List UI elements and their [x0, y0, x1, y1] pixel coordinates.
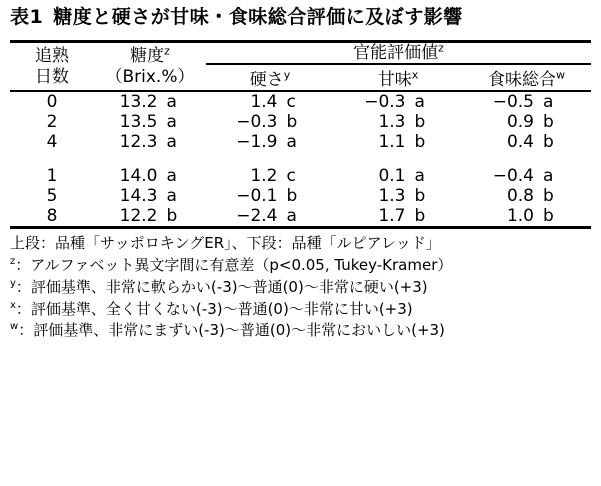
table-number-label: 表1: [10, 6, 44, 28]
footnote-text: ：評価基準、全く甘くない(-3)～普通(0)～非常に甘い(+3): [15, 299, 413, 318]
cell-sweetness: 1.3 b: [378, 186, 426, 207]
footnote-y: [10, 277, 591, 299]
footnote-sup: y: [10, 277, 16, 289]
header-brix-line2: （Brix.%）: [105, 66, 195, 87]
results-table: [10, 40, 591, 230]
cell-brix: 14.0 a: [119, 166, 177, 187]
cell-days: 1: [46, 166, 58, 187]
table-footnotes: [10, 233, 591, 342]
footnote-sup: w: [10, 321, 19, 333]
cell-hardness: −0.3 b: [236, 112, 298, 133]
footnote-cultivars: [10, 233, 591, 255]
cell-hardness: 1.4 c: [206, 91, 334, 112]
footnote-z: [10, 255, 591, 277]
footnote-w: [10, 320, 591, 342]
cell-sweetness: 0.1 a: [378, 166, 425, 187]
header-sensory-group-text: 官能評価値: [353, 42, 439, 63]
cell-days: 5: [46, 186, 58, 207]
footnote-sup: z: [10, 256, 16, 268]
footnote-sup: x: [10, 299, 16, 311]
cell-overall: −0.5 a: [462, 91, 591, 112]
cell-sweetness: 1.1 b: [378, 132, 426, 153]
cell-days: 4: [46, 132, 58, 153]
header-sensory-group-sup: z: [438, 41, 444, 55]
header-hardness: 硬さ$^y$: [249, 68, 291, 91]
cell-hardness: −2.4 a: [236, 206, 297, 227]
cell-overall: 0.8 b: [506, 186, 554, 207]
header-brix: [94, 41, 206, 91]
header-sweetness: 甘味$^x$: [377, 68, 419, 91]
cell-brix: 12.3 a: [119, 132, 177, 153]
cell-hardness: −0.1 b: [236, 186, 298, 207]
header-ripening-days: [10, 41, 94, 91]
table-caption: [10, 6, 591, 30]
footnote-x: [10, 299, 591, 321]
cell-brix: 13.5 a: [119, 112, 177, 133]
cell-brix: 13.2 a: [94, 91, 206, 112]
footnote-text: ：評価基準、非常にまずい(-3)～普通(0)～非常においしい(+3): [18, 321, 445, 340]
cell-days: 0: [10, 91, 94, 112]
table-row: [10, 112, 591, 132]
cell-sweetness: −0.3 a: [334, 91, 462, 112]
header-sweetness-sup: x: [411, 68, 419, 82]
cell-overall: −0.4 a: [492, 166, 554, 187]
table-row: [10, 166, 591, 186]
cell-brix: 12.2 b: [119, 206, 178, 227]
footnote-text: 上段：品種「サッポロキングER」、下段：品種「ルピアレッド」: [10, 234, 441, 253]
table-title-text: 糖度と硬さが甘味・食味総合評価に及ぼす影響: [53, 6, 463, 28]
cell-overall: 0.4 b: [506, 132, 554, 153]
header-brix-line1: 糖度$^z$: [130, 44, 170, 66]
cell-brix: 14.3 a: [119, 186, 177, 207]
cell-days: 2: [46, 112, 58, 133]
table-bottom-rule: [10, 228, 591, 230]
header-overall-sup: w: [556, 68, 565, 82]
cell-sweetness: 1.3 b: [378, 112, 426, 133]
header-ripening-days-line2: 日数: [35, 66, 69, 87]
header-hardness-sup: y: [283, 68, 291, 82]
cell-hardness: 1.2 c: [250, 166, 296, 187]
table-row: [10, 91, 591, 112]
table-row: [10, 132, 591, 152]
table-header-row-1: [10, 41, 591, 64]
header-overall: 食味総合$^w$: [488, 68, 565, 91]
header-sensory-group: [206, 41, 591, 64]
cell-sweetness: 1.7 b: [378, 206, 426, 227]
table-row: [10, 206, 591, 228]
header-brix-sup: z: [164, 44, 170, 58]
cell-days: 8: [46, 206, 58, 227]
header-ripening-days-line1: 追熟: [35, 45, 69, 66]
footnote-text: ：アルファベット異文字間に有意差（p<0.05, Tukey-Kramer）: [15, 256, 453, 275]
cell-overall: 1.0 b: [506, 206, 554, 227]
group-spacer-row: [10, 152, 591, 166]
table-row: [10, 186, 591, 206]
cell-overall: 0.9 b: [506, 112, 554, 133]
footnote-text: ：評価基準、非常に軟らかい(-3)～普通(0)～非常に硬い(+3): [15, 277, 428, 296]
cell-hardness: −1.9 a: [236, 132, 297, 153]
